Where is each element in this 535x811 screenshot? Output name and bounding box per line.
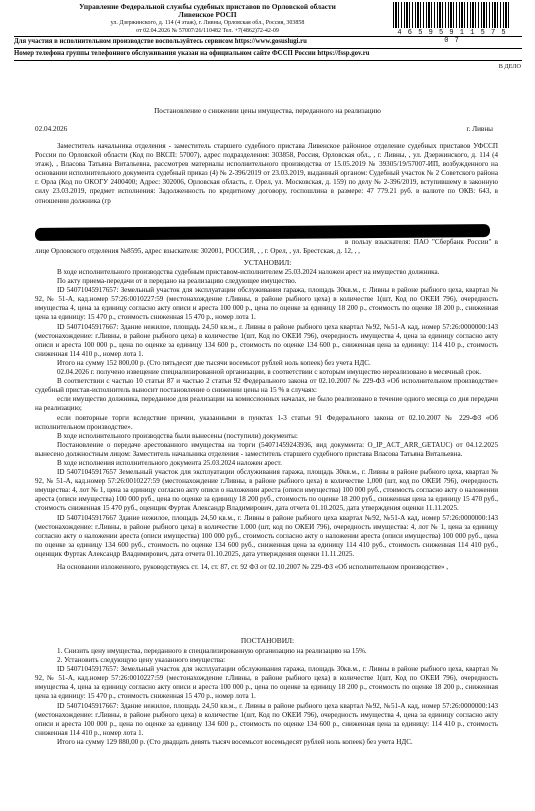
body-paragraph: ID 54071045917657: Земельный участок для эксплуатации обслуживания гаража, площадь 30кв.м., г. Ливны в районе рыбного цеха, квартал № 92, № 51-А, кад.номер 57:26:0010227:59 (местонахождение г.Ливны, в районе рыбного цеха) в количестве 1(шт, Код по ОКЕИ 796), очередность имущества 4, цена за единицу согласно акту описи и ареста 100 000 р., цена по оценке за единицу 18 200 р., стоимость по оценке 18 200 р., сниженная цена за единицу: 15 470 р., стоимость сниженная 15 470 р., номер лота 1. [35,286,498,322]
postanovil-heading: ПОСТАНОВИЛ: [240,636,295,645]
ustanovil-heading: УСТАНОВИЛ: [243,258,292,267]
intro-paragraph [35,142,498,206]
resolution-block [35,647,498,747]
body-block [35,268,498,572]
intro-text: Заместитель начальника отделения - заместитель старшего судебного пристава Ливенское районное отделение судебных приставов УФССП России по Орловской области (Код по ВКСП: 57007), адрес подразделения: 303858, Россия, Орловская обл., , г. Ливны, , ул. Дзержинского, д. 114 (4 этаж), , Власова Татьяна Витальевна, рассмотрев материалы исполнительного производства от 15.05.2019 № 39305/19/57007-ИП, возбужденного на основании исполнительного документа судебный приказ (4) № 2-396/2019 от 23.03.2019, выданный органом: Судебный участок № 2 Советского района г. Орла (Код по ОКОГУ 2400400; Адрес: 302006, Орловская область, г. Орел, ул. Московская, д. 159) по делу № 2-396/2019, вступившему в законную силу 23.03.2019, предмет исполнения: Задолженность по кредитному договору, госпошлина в размере: 47 779.21 руб. в валюте по ОКВ: 643, в отношении должника (гр [35,142,498,205]
header-divider [14,36,522,37]
body-paragraph: ID 54071045917667 Здание нежилое, площадь 24,50 кв.м., г. Ливны в районе рыбного цеха квартал №92, №51-А кад, номер 57:26:0000000:143 (местонахождение: г.Ливны, в районе рыбного цеха) в количестве 1.000 (шт, код по ОКЕИ 796), очередность имущества: 4, лот № 1, цена за единицу согласно акту о наложении ареста (описи имущества) 100 000 руб., стоимость согласно акту о наложении ареста (описи имущества) 100 000 руб., цена по оценке за единицу 134 600 руб., стоимость по оценке 134 600 руб., сниженная цена за единицу 114 410 руб., стоимость сниженная 114 410 руб., оценщик Фуртак Александр Владимирович, дата отчета 01.10.2025, дата утверждения оценки 11.11.2025. [35,513,498,558]
resolution-item: 2. Установить следующую цену указанного имущества: [57,656,226,665]
body-paragraph: В соответствии с частью 10 статьи 87 и частью 2 статьи 92 Федерального закона от 02.10.2007 № 229-ФЗ «Об исполнительном производстве» судебный пристав-исполнитель выносит постановление о снижении цены на 15 % в случаях: [35,377,498,395]
recoverer-paragraph [35,238,498,256]
document-title: Постановление о снижении цены имущества, переданного на реализацию [154,107,381,115]
recoverer-text: в пользу взыскателя: ПАО "Сбербанк России" в лице Орловского отделения №8595, адрес взыскателя: 302001, РОССИЯ, , , г. Орел, , ул. Брестская, д. 12, , , [35,238,498,256]
doc-reg-number: от 02.04.2026 № 57007/26/110482 Тел. +7(4862)72-42-09 [136,28,279,34]
body-paragraph: Итого на сумму 152 800,00 р. (Сто пятьдесят две тысячи восемьсот рублей ноль копеек) без учета НДС. [57,358,371,367]
barcode-number: 4 6 5 9 5 9 1 1 5 7 5 0 7 [397,29,507,45]
body-paragraph: ID 54071045917657 Земельный участок для эксплуатации обслуживания гаража, площадь 30кв.м., г. Ливны в районе рыбного цеха, квартал № 92, № 51-А, кад.номер 57:26:0010227:59 (местонахождение г.Ливны, в районе рыбного цеха) в количестве 1,000 (шт, код по ОКЕИ 796), очередность имущества: 4, лот № 1, цена за единицу согласно акту описи о наложении ареста (описи имущества) 100 000 руб., стоимость согласно акту о наложении ареста (описи имущества) 100 000 руб., цена по оценке за единицу 18 200 руб., стоимость по оценке 18 200 руб., сниженная цена за единицу 15 470 руб., стоимость сниженная 15 470 руб., оценщик Фуртак Александр Владимирович, дата отчета 01.10.2025, дата утверждения оценки 11.11.2025. [35,468,498,513]
org-name: Управление Федеральной службы судебных приставов по Орловской области [79,2,336,11]
body-paragraph: В ходе исполнительного производства были вынесены (поступили) документы: [57,431,298,440]
body-paragraph: Постановление о передаче арестованного имущества на торги (54071459243936, вид документа: O_IP_ACT_ARR_GETAUC) от 04.12.2025 вынесено должностным лицом: Заместитель начальника отделения - заместитель старшего судебного пристава Власова Татьяна Витальевна. [35,440,498,458]
letterhead [20,3,395,35]
org-address: ул. Дзержинского, д. 114 (4 этаж), г. Ливны, Орловская обл., Россия, 303858 [110,20,305,26]
document-date: 02.04.2026 [35,125,68,133]
header-divider [14,60,522,61]
resolution-item: Итого на сумму 129 880,00 р. (Сто двадцать девять тысяч восемьсот восемьдесят рублей ноль копеек) без учета НДС. [57,737,413,746]
barcode-image [393,2,511,28]
body-paragraph: В ходе исполнения исполнительного документа 25.03.2024 наложен арест. [57,458,282,467]
v-delo-stamp: В ДЕЛО [498,63,521,70]
resolution-item: ID 54071045917657: Земельный участок для эксплуатации обслуживания гаража, площадь 30кв.м., г. Ливны в районе рыбного цеха, квартал № 92, № 51-А, кад.номер 57:26:0010227:59 (местонахождение г.Ливны, в районе рыбного цеха) в количестве 1(шт, Код по ОКЕИ 796), очередность имущества 4, цена за единицу согласно акту описи и ареста 100 000 р., цена по оценке за единицу 18 200 р., стоимость по оценке 18 200 р., сниженная цена за единицу: 15 470 р., стоимость сниженная 15 470 р., номер лота 1. [35,665,498,701]
body-paragraph: На основании изложенного, руководствуясь ст. 14, ст. 87, ст. 92 ФЗ от 02.10.2007 № 229-ФЗ «Об исполнительном производстве» , [57,563,449,571]
body-paragraph: ID 54071045917667: Здание нежилое, площадь 24,50 кв.м., г. Ливны в районе рыбного цеха квартал №92, №51-А кад, номер 57:26:0000000:143 (местонахождение: г.Ливны, в районе рыбного цеха) в количестве 1(шт, Код по ОКЕИ 796), очередность имущества 4, цена за единицу согласно акту описи и ареста 100 000 р., цена по оценке за единицу 134 600 р., стоимость по оценке 134 600 р., сниженная цена за единицу: 114 410 р., стоимость сниженная 114 410 р., номер лота 1. [35,322,498,358]
resolution-item: 1. Снизить цену имущества, переданного в специализированную организацию на реализацию на 15%. [57,647,367,655]
body-paragraph: если имущество должника, переданное для реализации на комиссионных началах, не было реализовано в течение одного месяца со дня передачи на реализацию; [35,395,498,413]
body-paragraph: 02.04.2026 г. получено извещение специализированной организации, в соответствии с которым имущество нереализовано в месячный срок. [57,368,482,377]
phone-notice: Номер телефона группы телефонного обслуживания указан на официальном сайте ФССП России https://fssp.gov.ru [14,50,370,57]
header-divider [14,48,522,49]
document-city: г. Ливны [466,125,493,133]
resolution-item: ID 54071045917667: Здание нежилое, площадь 24,50 кв.м., г. Ливны в районе рыбного цеха квартал №92, №51-А кад, номер 57:26:0000000:143 (местонахождение: г.Ливны, в районе рыбного цеха) в количестве 1(шт, Код по ОКЕИ 796), очередность имущества 4, цена за единицу согласно акту описи и ареста 100 000 р., цена по оценке за единицу 134 600 р., стоимость по оценке 134 600 р., сниженная цена за единицу: 114 410 р., стоимость сниженная 114 410 р., номер лота 1. [35,701,498,737]
body-paragraph: По акту приема-передачи от в передано на реализацию следующее имущество. [57,277,297,286]
org-division: Ливенское РОСП [178,10,237,19]
body-paragraph: если повторные торги вследствие причин, указанными в пунктах 1-3 статьи 91 Федерального закона от 02.10.2007 № 229-ФЗ «Об исполнительном производстве». [35,413,498,431]
body-paragraph: В ходе исполнительного производства судебным приставом-исполнителем 25.03.2024 наложен арест на имущество должника. [57,268,440,276]
gosuslugi-notice: Для участия в исполнительном производстве воспользуйтесь сервисом https://www.gosuslugi.ru [14,38,307,45]
